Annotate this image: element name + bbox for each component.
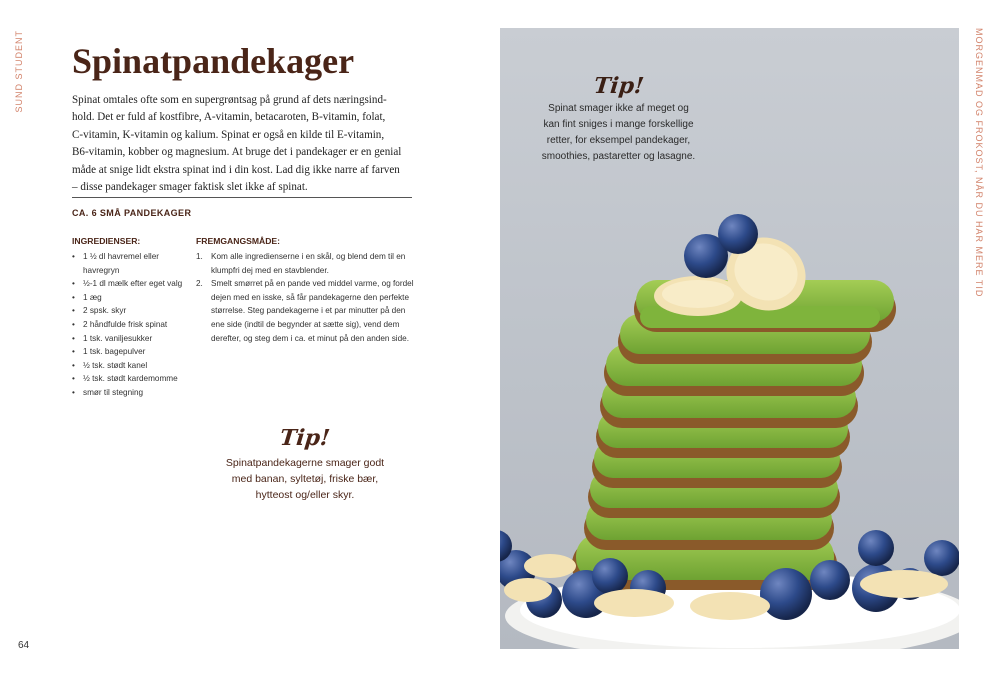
method-heading: FREMGANGSMÅDE: (196, 236, 281, 246)
tip-text (536, 101, 701, 165)
pancake-layers (572, 280, 896, 590)
intro-line: B6-vitamin, kobber og magnesium. At bruge det i pandekager er en genial (72, 146, 402, 159)
page-number: 64 (18, 640, 30, 651)
servings-label: CA. 6 SMÅ PANDEKAGER (72, 208, 192, 218)
intro-line: hold. Det er fuld af kostfibre, A-vitamin, betacaroten, B-vitamin, folat, (72, 111, 386, 124)
ingredient-item: • smør til stegning (72, 386, 192, 400)
ingredients-heading: INGREDIENSER: (72, 236, 141, 246)
tip-line: retter, for eksempel pandekager, (546, 135, 691, 146)
ingredient-item: • 2 spsk. skyr (72, 304, 192, 318)
tip-line: Spinatpandekagerne smager godt (225, 457, 385, 469)
method-step (196, 250, 414, 277)
tip-text (210, 455, 400, 503)
tip-box-right (536, 73, 701, 165)
ingredient-item: • 2 håndfulde frisk spinat (72, 318, 192, 332)
tip-heading: Tip! (278, 425, 332, 451)
intro-line: C-vitamin, K-vitamin og kalium. Spinat er også en kilde til E-vitamin, (72, 128, 385, 141)
method-step (196, 277, 414, 345)
intro-line: – disse pandekager smager faktisk slet ikke af spinat. (72, 181, 308, 194)
intro-line: måde at snige lidt ekstra spinat ind i din kost. Lad dig ikke narre af farven (72, 163, 400, 176)
step-text: Kom alle ingredienserne i en skål, og blend dem til en klumpfri dej med en stavblender. (211, 252, 406, 275)
tip-line: med banan, syltetøj, friske bær, (231, 473, 379, 485)
step-number: 2. (196, 279, 203, 289)
running-head-left: SUND STUDENT (14, 30, 24, 113)
recipe-intro (72, 92, 417, 196)
tip-line: smoothies, pastaretter og lasagne. (541, 151, 696, 162)
ingredient-item: • ½-1 dl mælk efter eget valg (72, 277, 192, 291)
method-steps (196, 250, 414, 345)
tip-line: Spinat smager ikke af meget og (548, 103, 689, 114)
tip-line: kan fint sniges i mange forskellige (543, 119, 694, 130)
ingredient-item: • 1 ½ dl havremel eller havregryn (72, 250, 192, 277)
step-number: 1. (196, 252, 203, 261)
running-head-right: MORGENMAD OG FROKOST, NÅR DU HAR MERE TID (974, 28, 984, 298)
ingredient-item: • 1 tsk. vaniljesukker (72, 332, 192, 346)
tip-box-left (210, 425, 400, 503)
recipe-title: Spinatpandekager (72, 41, 355, 81)
tip-line: hytteost og/eller skyr. (255, 489, 355, 501)
tip-heading: Tip! (592, 73, 645, 99)
ingredient-item: • ½ tsk. stødt kardemomme (72, 372, 192, 386)
ingredient-item: • ½ tsk. stødt kanel (72, 359, 192, 373)
step-text: Smelt smørret på en pande ved middel varme, og fordel dejen med en isske, så får pandekagerne den perfekte størrelse. Steg pandekagerne i et par minutter på den ene side (indtil de begynder at sætte sig), vend dem derefter, og steg dem i ca. et minut på den anden side. (211, 279, 414, 343)
ingredients-list (72, 250, 192, 400)
intro-line: Spinat omtales ofte som en supergrøntsag på grund af dets næringsind- (72, 94, 387, 106)
ingredient-item: • 1 æg (72, 291, 192, 305)
ingredient-item: • 1 tsk. bagepulver (72, 345, 192, 359)
section-divider (72, 197, 412, 198)
